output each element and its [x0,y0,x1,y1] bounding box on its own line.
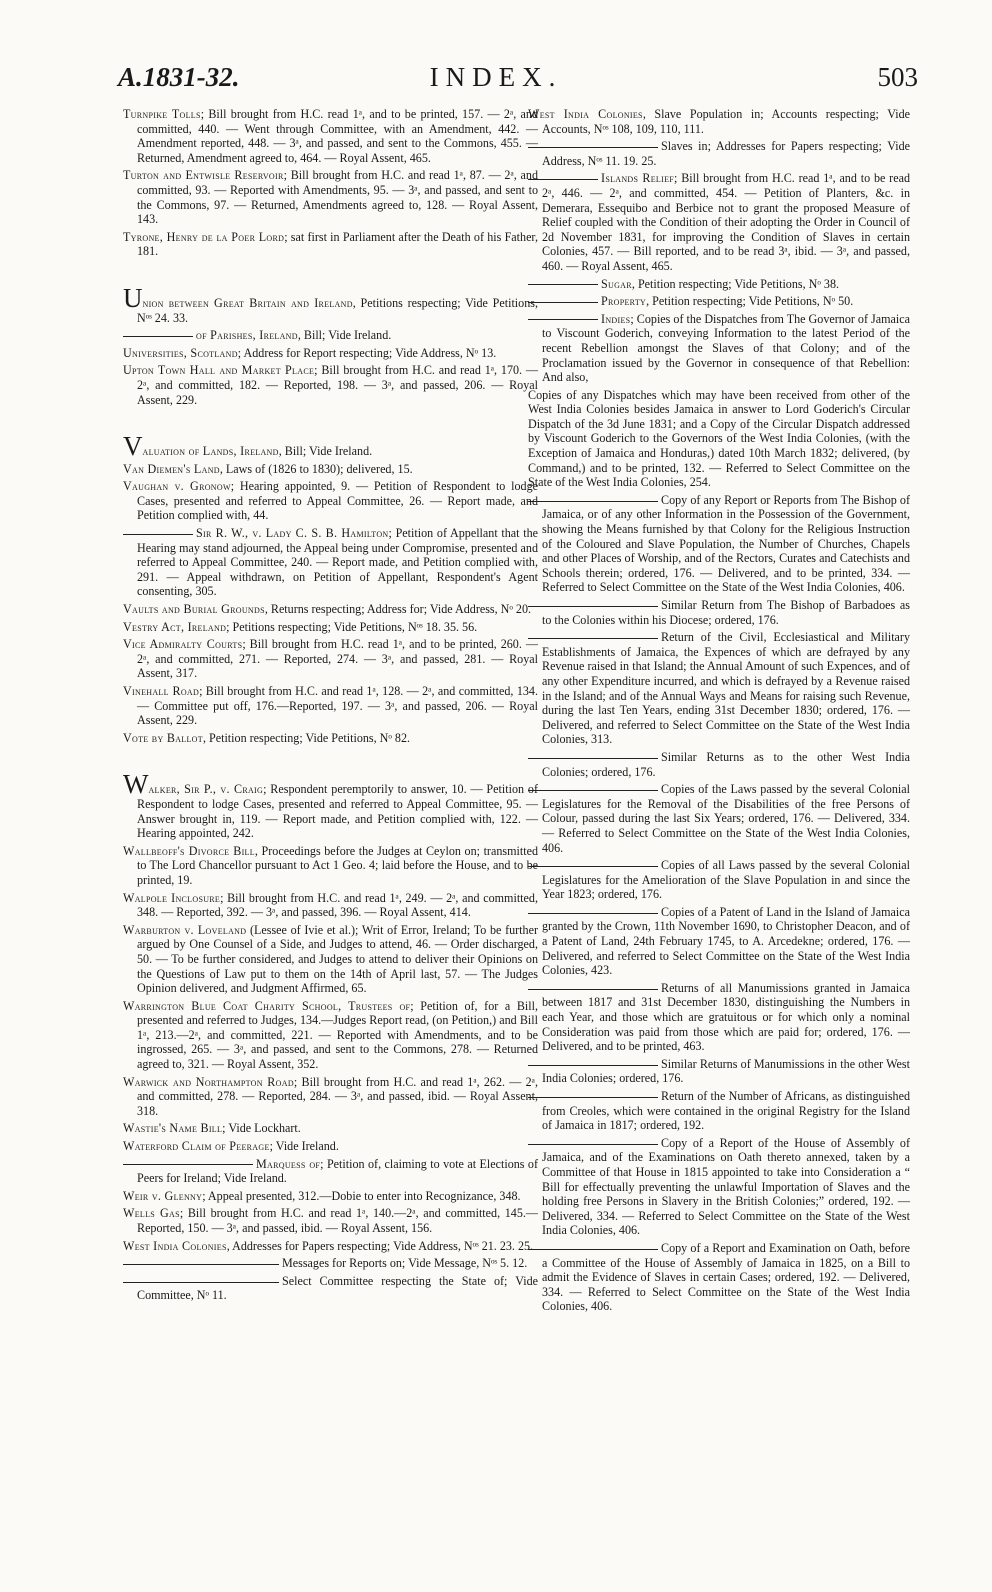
section-gap [123,748,538,774]
entry-text: ; Address for Report respecting; Vide Address, Nᵒ 13. [237,345,497,360]
entry-text: , Addresses for Papers respecting; Vide Address, Nᵒˢ 21. 23. 25. [226,1238,534,1253]
entry-text: Returns of all Manumissions granted in Jamaica between 1817 and 31st December 1830, distinguishing the Numbers in each Year, and those which are gratuitous or for which only a nominal Consideration was paid from those which are paid for; ordered, 176. — Delivered, and to be printed, 463. [542,980,910,1054]
index-entry [123,1157,538,1186]
ditto-rule [528,179,598,180]
index-entry [123,1121,538,1136]
entry-heading: Vice Admiralty Courts [123,637,243,652]
ditto-rule [528,1249,658,1250]
index-entry [123,282,538,325]
entry-text: ; Bill brought from H.C. and read 1ᵃ, 140.—2ᵃ, and committed, 145.—Reported, 150. — 3ᵃ, and passed, ibid. — Royal Assent, 156. [137,1206,538,1235]
entry-heading: Universities, Scotland [123,345,238,360]
entry-text: (Lessee of Ivie et al.); Writ of Error, Ireland; To be further argued by One Counsel of a Side, and Judges to attend, 46. — Order discharged, 50. — To be further considered, and Judges to attend to deliver their Opinions on the Questions of Law put to them on the 14th of April last, 57. — The Judges Opinion delivered, and Judgment Affirmed, 65. [137,922,538,996]
entry-text: ; Vide Lockhart. [222,1121,301,1136]
entry-text: ; Copies of the Dispatches from The Governor of Jamaica to Viscount Goderich, conveying Information to the latest Period of the recent Rebellion amongst the Slaves of that Colony; and of the Proclamation issued by the Governor in consequence of that Rebellion: And also, [542,311,910,385]
entry-heading: alker, Sir P., v. Craig [148,782,264,797]
entry-text: ; sat first in Parliament after the Death of his Father, 181. [137,229,539,259]
index-entry [528,630,910,747]
entry-heading: Turnpike Tolls [123,107,201,121]
ditto-rule [528,284,598,285]
entry-text: ; Bill brought from H.C. and read 1ᵃ, 249. — 2ᵃ, and committed, 348. — Reported, 392. — 3ᵃ, and passed, 396. — Royal Assent, 414. [137,890,538,920]
entry-heading: Van Diemen's Land [123,461,220,476]
entry-text: ; Petitions respecting; Vide Petitions, Nᵒˢ 18. 35. 56. [226,619,478,634]
ditto-rule [528,866,658,867]
index-entry [123,1139,538,1154]
ditto-rule [123,1282,279,1283]
entry-text: Copies of all Laws passed by the several Colonial Legislatures for the Amelioration of the Slave Population in and since the Year 1823; ordered, 176. [542,858,910,902]
section-gap [123,262,538,288]
index-entry [528,294,910,309]
index-entry [528,1241,910,1314]
index-entry [528,1057,910,1086]
entry-text: ; Respondent peremptorily to answer, 10. — Petition of Respondent to lodge Cases, presented and referred to Appeal Committee, 95. — Answer brought in, 119. — Report made, and Petition complied with, 122. — Hearing appointed, 242. [137,782,538,841]
entry-heading: Marquess of [256,1156,321,1171]
entry-text: ; Appeal presented, 312.—Dobie to enter into Recognizance, 348. [202,1188,521,1203]
section-initial: V [123,431,143,462]
entry-text: Similar Returns as to the other West India Colonies; ordered, 176. [542,749,910,779]
entry-text: ; Bill brought from H.C. and read 1ᵃ, 170. — 2ᵃ, and committed, 182. — Reported, 198. — 3ᵃ, and passed, 206. — Royal Assent, 229. [137,363,538,407]
entry-heading: West India Colonies [123,1238,227,1253]
index-entry [528,1089,910,1133]
index-entry [528,782,910,855]
entry-heading: Warwick and Northampton Road [123,1074,294,1089]
section-gap [123,410,538,436]
index-entry [123,1274,538,1303]
index-entry [123,620,538,635]
entry-text: Copy of a Report of the House of Assembly of Jamaica, and of the Examinations on Oath thereto annexed, taken by a Committee of that House in 1815 appointed to take into Consideration a “ Bill for effectually preventing the unlawful Importation of Slaves and the holding free Persons in Slavery in the British Colonies;” ordered, 192. — Delivered, 334. — Referred to Select Committee on the State of the West India Colonies, 406. [542,1135,910,1238]
entry-heading: Vinehall Road [123,684,200,698]
entry-heading: Sugar [601,276,632,291]
entry-heading: Tyrone, Henry de la Poer Lord [123,229,285,244]
index-entry [123,769,538,841]
index-entry [528,171,910,273]
ditto-rule [123,1264,279,1265]
index-entry [123,363,538,407]
entry-heading: Wells Gas [123,1206,180,1221]
index-entry [123,107,538,165]
ditto-rule [528,319,598,320]
entry-text: , Petition respecting; Vide Petitions, Nᵒ 82. [202,730,411,745]
entry-text: , Bill; Vide Ireland. [278,444,373,459]
entry-text: ; Hearing appointed, 9. — Petition of Respondent to lodge Cases, presented and referred to Appeal Committee, 26. — Report made, and Petition complied with, 44. [137,479,538,523]
entry-text: Return of the Number of Africans, as distinguished from Creoles, which were contained in the original Registry for the Island of Jamaica in 1817; ordered, 192. [542,1089,910,1133]
ditto-rule [528,790,658,791]
index-entry [123,923,538,996]
entry-heading: Vestry Act, Ireland [123,619,227,634]
page-header [0,62,992,96]
ditto-rule [528,1065,658,1066]
entry-text: Copies of any Dispatches which may have been received from other of the West India Colonies besides Jamaica in answer to Lord Goderich's Circular Dispatch of the 3d June 1831; and a Copy of the Circular Dispatch addressed by Viscount Goderich to the Governors of the West India Colonies, (with the Exception of Jamaica and Honduras,) dated 10th March 1832; delivered, (by Command,) and to be printed, 132. — Referred to Select Committee on the State of the West India Colonies, 254. [528,387,910,490]
entry-heading: Turton and Entwisle Reservoir [123,168,284,183]
index-entry [123,637,538,681]
entry-heading: Upton Town Hall and Market Place [123,363,315,378]
entry-heading: Walpole Inclosure [123,890,221,905]
entry-text: Return of the Civil, Ecclesiastical and Military Establishments of Jamaica, the Expences of which are defrayed by any Revenue raised in that Island; the Annual Amount of such Expences, and of any other Expenditure incurred, and which is defrayed by a Revenue raised in the Island; and of the Annual Ways and Means for raising such Revenue, during the last Ten Years, ending 31st December 1830; ordered, 176. — Delivered, and referred to Select Committee on the State of the West India Colonies, 313. [542,630,910,747]
entry-text: ; Vide Ireland. [269,1139,339,1154]
entry-text: Select Committee respecting the State of; Vide Committee, Nᵒ 11. [137,1273,538,1303]
entry-text: ; Petition of Appellant that the Hearing may stand adjourned, the Appeal being under Compromise, presented and referred to Appeal Committee, 240. — Report made, and Petition complied with, 291. — Appeal withdrawn, on Petition of Appellant, Respondent's Agent consenting, 305. [137,526,538,599]
entry-text: ; Bill brought from H.C. read 1ᵃ, and to be printed, 157. — 2ᵃ, and committed, 440. — Went through Committee, with an Amendment, 442. — Amendment reported, 448. — 3ᵃ, and passed, and sent to the Commons, 455. — Returned, Amendment agreed to, 464. — Royal Assent, 465. [137,107,538,165]
ditto-rule [528,501,658,502]
index-entry [123,844,538,888]
index-entry [528,1136,910,1238]
index-entry [123,479,538,523]
index-entry [123,346,538,361]
ditto-rule [528,302,598,303]
entry-text: , Petition respecting; Vide Petitions, Nᵒ 50. [646,294,854,309]
ditto-rule [528,1097,658,1098]
entry-text: ; Bill brought from H.C. and read 1ᵃ, 262. — 2ᵃ, and committed, 278. — Reported, 284. — 3ᵃ, and passed, ibid. — Royal Assent, 318. [137,1074,538,1118]
entry-heading: Islands Relief [601,171,675,186]
entry-text: Copy of any Report or Reports from The Bishop of Jamaica, or of any other Information in the Possession of the Government, showing the Means furnished by that Colony for the Religious Instruction of the Coloured and Slave Population, the Number of Churches, Chapels and other Places of Worship, and of the Rectors, Curates and Catechists and Schools therein; ordered, 176. — Delivered, and to be printed, 334. — Referred to Select Committee on the State of the West India Colonies, 406. [542,492,910,595]
index-entry [123,602,538,617]
page-header-left: A.1831-32. [118,62,240,92]
index-entry [123,1256,538,1271]
entry-text: Copies of a Patent of Land in the Island of Jamaica granted by the Crown, 11th November 1690, to Christopher Deacon, and of a Patent of Land, 24th February 1745, to A. Arcedekne; ordered, 176. — Delivered, and referred to Select Committee on the State of the West India Colonies, 423. [542,904,910,978]
index-entry [528,598,910,627]
index-entry [123,1239,538,1254]
ditto-rule [528,606,658,607]
index-entry [528,107,910,136]
entry-heading: Wastie's Name Bill [123,1121,223,1136]
ditto-rule [528,638,658,639]
entry-heading: Property [601,294,647,309]
index-entry [528,493,910,595]
entry-text: Similar Returns of Manumissions in the other West India Colonies; ordered, 176. [542,1056,910,1086]
entry-text: Messages for Reports on; Vide Message, Nᵒˢ 5. 12. [282,1256,528,1271]
entry-heading: aluation of Lands, Ireland [142,444,279,459]
entry-heading: Vote by Ballot [123,730,203,745]
entry-text: , Bill; Vide Ireland. [297,328,392,343]
index-entry [528,750,910,779]
entry-heading: Wallbeoff's Divorce Bill [123,843,255,858]
ditto-rule [528,758,658,759]
index-entry [123,731,538,746]
entry-text: , Laws of (1826 to 1830); delivered, 15. [219,461,413,476]
entry-text: ; Bill brought from H.C. and read 1ᵃ, 128. — 2ᵃ, and committed, 134. — Committee put off, 176.—Reported, 197. — 3ᵃ, and passed, 206. — Royal Assent, 229. [137,684,538,728]
index-entry [528,388,910,490]
entry-heading: Waterford Claim of Peerage [123,1139,270,1154]
entry-text: , Proceedings before the Judges at Ceylon on; transmitted to The Lord Chancellor pursuant to Act 1 Geo. 4; laid before the House, and to be printed, 19. [137,843,538,887]
entry-text: Similar Return from The Bishop of Barbadoes as to the Colonies within his Diocese; ordered, 176. [542,598,910,627]
entry-text: , Slave Population in; Accounts respecting; Vide Accounts, Nᵒˢ 108, 109, 110, 111. [542,107,910,136]
entry-heading: Warrington Blue Coat Charity School, Trustees of [123,998,411,1013]
entry-text: ; Bill brought from H.C. read 1ᵃ, and to be printed, 260. — 2ᵃ, and committed, 271. — Reported, 274. — 3ᵃ, and passed, 281. — Royal Assent, 317. [137,637,538,681]
ditto-rule [123,336,193,337]
index-entry [123,891,538,920]
index-entry [123,328,538,343]
entry-text: Copy of a Report and Examination on Oath, before a Committee of the House of Assembly of Jamaica in 1825, on a Bill to admit the Evidence of Slaves in certain Cases; ordered, 192. — Delivered, 334. — Referred to Select Committee on the State of the West India Colonies, 406. [542,1240,910,1314]
entry-heading: nion between Great Britain and Ireland [142,295,353,310]
index-entry [528,905,910,978]
ditto-rule [528,147,658,148]
index-entry [528,981,910,1054]
entry-text: , Returns respecting; Address for; Vide Address, Nᵒ 20. [264,602,532,617]
entry-heading: Indies [601,311,631,326]
entry-text: , Petitions respecting; Vide Petitions, Nᵒˢ 24. 33. [137,295,538,325]
index-entry [123,526,538,599]
left-column [123,107,538,1306]
entry-heading: Vaults and Burial Grounds [123,602,265,617]
ditto-rule [528,913,658,914]
entry-heading: Vaughan v. Gronow [123,479,231,494]
entry-text: ; Bill brought from H.C. read 1ᵃ, and to be read 2ᵃ, 446. — 2ᵃ, and committed, 454. — Petition of Planters, &c. in Demerara, Essequibo and Berbice not to grant the proposed Measure of Relief coupled with the Condition of their adopting the Order in Council of 2d November 1831, for improving the Condition of Slaves in certain Colonies, 457. — Bill reported, and to be read 3ᵃ, ibid. — 3ᵃ, and passed, 460. — Royal Assent, 465. [542,171,910,273]
entry-heading: Weir v. Glenny [123,1188,203,1203]
right-column [528,107,910,1317]
index-entry [123,168,538,226]
ditto-rule [123,1164,253,1165]
index-entry [528,139,910,168]
index-entry [123,431,538,462]
entry-heading: of Parishes, Ireland [196,328,298,343]
entry-text: , Petition respecting; Vide Petitions, Nᵒ 38. [631,276,840,291]
page-number: 503 [877,62,918,92]
entry-text: ; Petition of, claiming to vote at Elections of Peers for Ireland; Vide Ireland. [137,1156,539,1186]
index-entry [528,277,910,292]
index-entry [123,1075,538,1119]
entry-heading: Warburton v. Loveland [123,922,247,937]
entry-heading: Sir R. W., v. Lady C. S. B. Hamilton [196,526,389,541]
entry-text: ; Bill brought from H.C. and read 1ᵃ, 87. — 2ᵃ, and committed, 93. — Reported with Amendments, 95. — 3ᵃ, and passed, and sent to the Commons, 97. — Returned, Amendments agreed to, 128. — Royal Assent, 143. [137,168,538,227]
entry-text: Copies of the Laws passed by the several Colonial Legislatures for the Removal of the Disabilities of the free Persons of Colour, passed during the last Six Years; ordered, 176. — Delivered, 334. — Referred to Select Committee on the State of the West India Colonies, 406. [542,782,910,855]
ditto-rule [123,534,193,535]
section-initial: W [123,769,149,800]
ditto-rule [528,989,658,990]
index-entry [528,312,910,385]
entry-text: Slaves in; Addresses for Papers respecting; Vide Address, Nᵒˢ 11. 19. 25. [542,139,910,168]
index-entry [528,858,910,902]
page-header-title: INDEX. [429,62,563,92]
entry-text: ; Petition of, for a Bill, presented and referred to Judges, 134.—Judges Report read, (on Petition,) and Bill 1ᵃ, 213.—2ᵃ, and committed, 221. — Reported with Amendments, and to be ingrossed, 265. — 3ᵃ, and passed, and sent to the Commons, 278. — Returned agreed to, 321. — Royal Assent, 352. [137,998,538,1072]
index-entry [123,1189,538,1204]
index-entry [123,684,538,728]
index-entry [123,999,538,1072]
index-entry [123,462,538,477]
ditto-rule [528,1144,658,1145]
section-initial: U [123,282,143,313]
index-entry [123,230,538,259]
entry-heading: West India Colonies [528,107,643,121]
index-entry [123,1206,538,1235]
